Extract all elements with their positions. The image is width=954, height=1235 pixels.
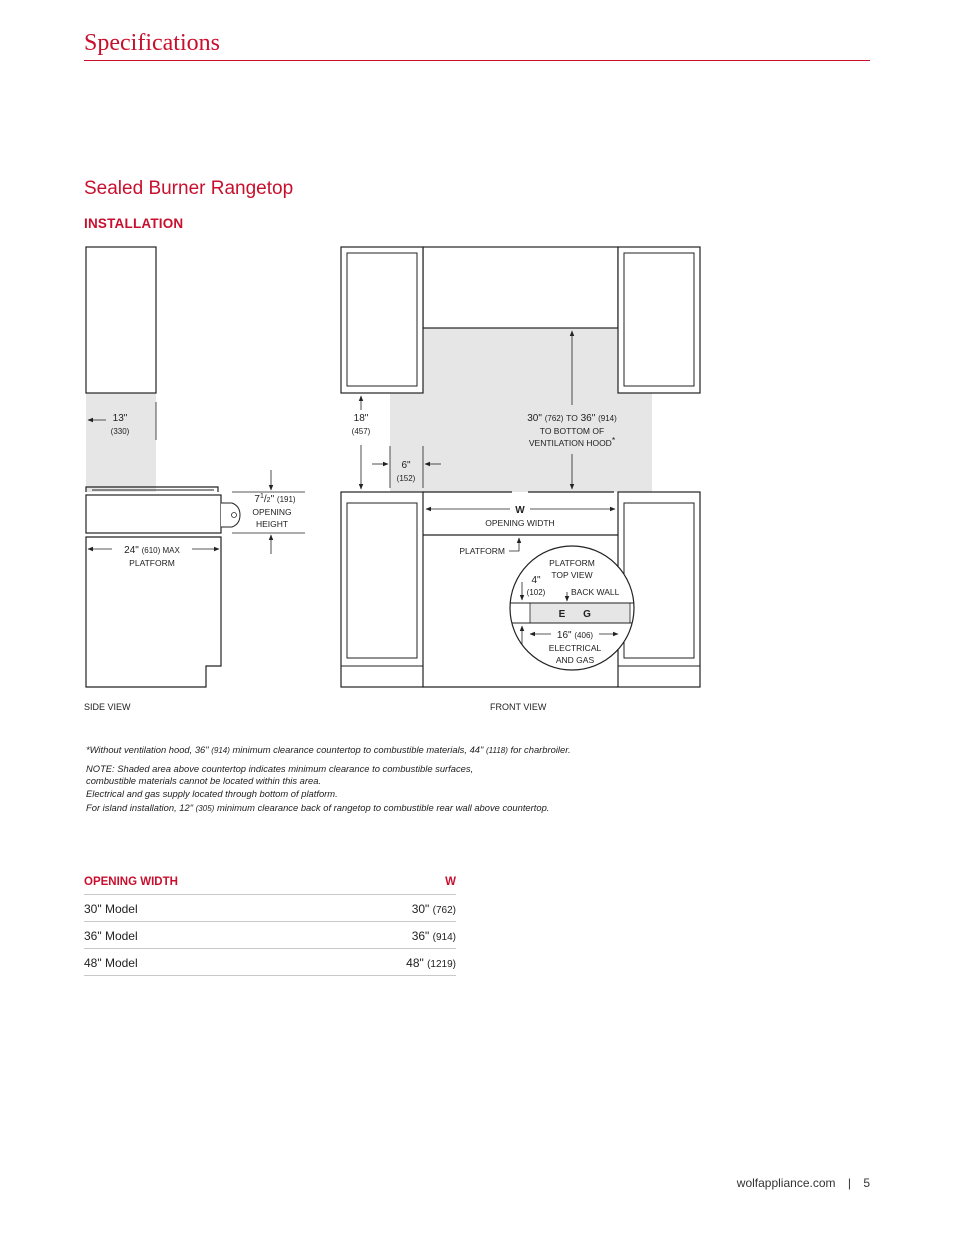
table-row [84,922,456,949]
front-base-door-left [347,503,417,658]
front-w-label: W [515,505,525,516]
platform-eg-box [530,603,630,623]
side-platform-label: PLATFORM [129,558,175,568]
front-view-caption: FRONT VIEW [490,702,547,712]
front-upper-door-right [624,253,694,386]
section-heading: Sealed Burner Rangetop [84,178,294,199]
side-view [84,247,305,712]
front-hood-line2: TO BOTTOM OF [539,426,605,436]
platform-e-label: E [558,609,566,620]
footer-site-link[interactable]: wolfappliance.com [736,1176,836,1190]
front-opening-width: OPENING WIDTH [485,518,555,528]
platform-top-view-line1: PLATFORM [549,558,595,568]
platform-dim-4: 4" [531,575,541,586]
installation-heading: INSTALLATION [84,216,184,231]
note-line-3: Electrical and gas supply located through bottom of platform. [86,788,338,799]
front-view [341,247,700,712]
front-dim-6-mm: (152) [396,474,416,483]
side-shaded-clearance [86,393,156,492]
table-header [84,872,456,895]
platform-dim-4-mm: (102) [526,588,546,597]
platform-dim-16: 16" (406) [556,630,594,641]
side-dim-13: 13" [112,413,128,424]
table-row-value: 30" (762) [411,902,456,916]
side-opening-height-dim: $7^1/2$" (191) [254,493,296,505]
front-platform-leader [509,538,519,551]
table-header-opening-width: OPENING WIDTH [84,876,178,888]
footer-separator: | [847,1176,851,1190]
note-line-4: For island installation, 12" (305) minimum clearance back of rangetop to combustible rear wall above countertop. [86,802,550,813]
front-hood-dim: 30" (762) TO 36" (914) [527,413,617,424]
note-line-2: combustible materials cannot be located within this area. [86,775,322,786]
side-dim-24: 24" (610) MAX [124,545,180,556]
platform-top-view-line2: TOP VIEW [551,570,593,580]
front-dim-18: 18" [353,413,369,424]
platform-and-gas-label: AND GAS [555,655,595,665]
side-rangetop-body [86,495,221,533]
front-shaded-clearance [390,328,652,492]
page-footer [737,1176,870,1190]
front-hood-line3: VENTILATION HOOD* [528,435,616,448]
front-platform-label: PLATFORM [459,546,505,556]
table-row-model: 48" Model [84,956,138,970]
front-upper-door-left [347,253,417,386]
note-line-1: NOTE: Shaded area above countertop indicates minimum clearance to combustible surfaces, [86,763,474,774]
note-asterisk: *Without ventilation hood, 36" (914) minimum clearance countertop to combustible materials, 44" (1118) for charbroiler. [86,744,571,755]
front-ventilation-hood [423,247,618,328]
front-base-door-right [624,503,694,658]
opening-width-table [84,872,456,976]
side-height-label: HEIGHT [255,519,289,529]
table-row-value: 36" (914) [411,929,456,943]
platform-g-label: G [583,609,591,620]
side-control-knob [221,503,240,527]
table-row [84,895,456,922]
platform-back-wall-label: BACK WALL [571,587,620,597]
front-dim-6: 6" [401,460,411,471]
table-row-model: 36" Model [84,929,138,943]
side-opening-label: OPENING [252,507,292,517]
footer-page-number: 5 [863,1176,870,1190]
platform-electrical-label: ELECTRICAL [548,643,602,653]
table-header-w: W [445,876,456,888]
front-dim-18-mm: (457) [351,427,371,436]
table-row-model: 30" Model [84,902,138,916]
side-dim-13-mm: (330) [110,427,130,436]
side-upper-cabinet [86,247,156,393]
page-title: Specifications [84,30,220,56]
table-row-value: 48" (1219) [406,956,456,970]
side-view-caption: SIDE VIEW [84,702,131,712]
table-row [84,949,456,976]
